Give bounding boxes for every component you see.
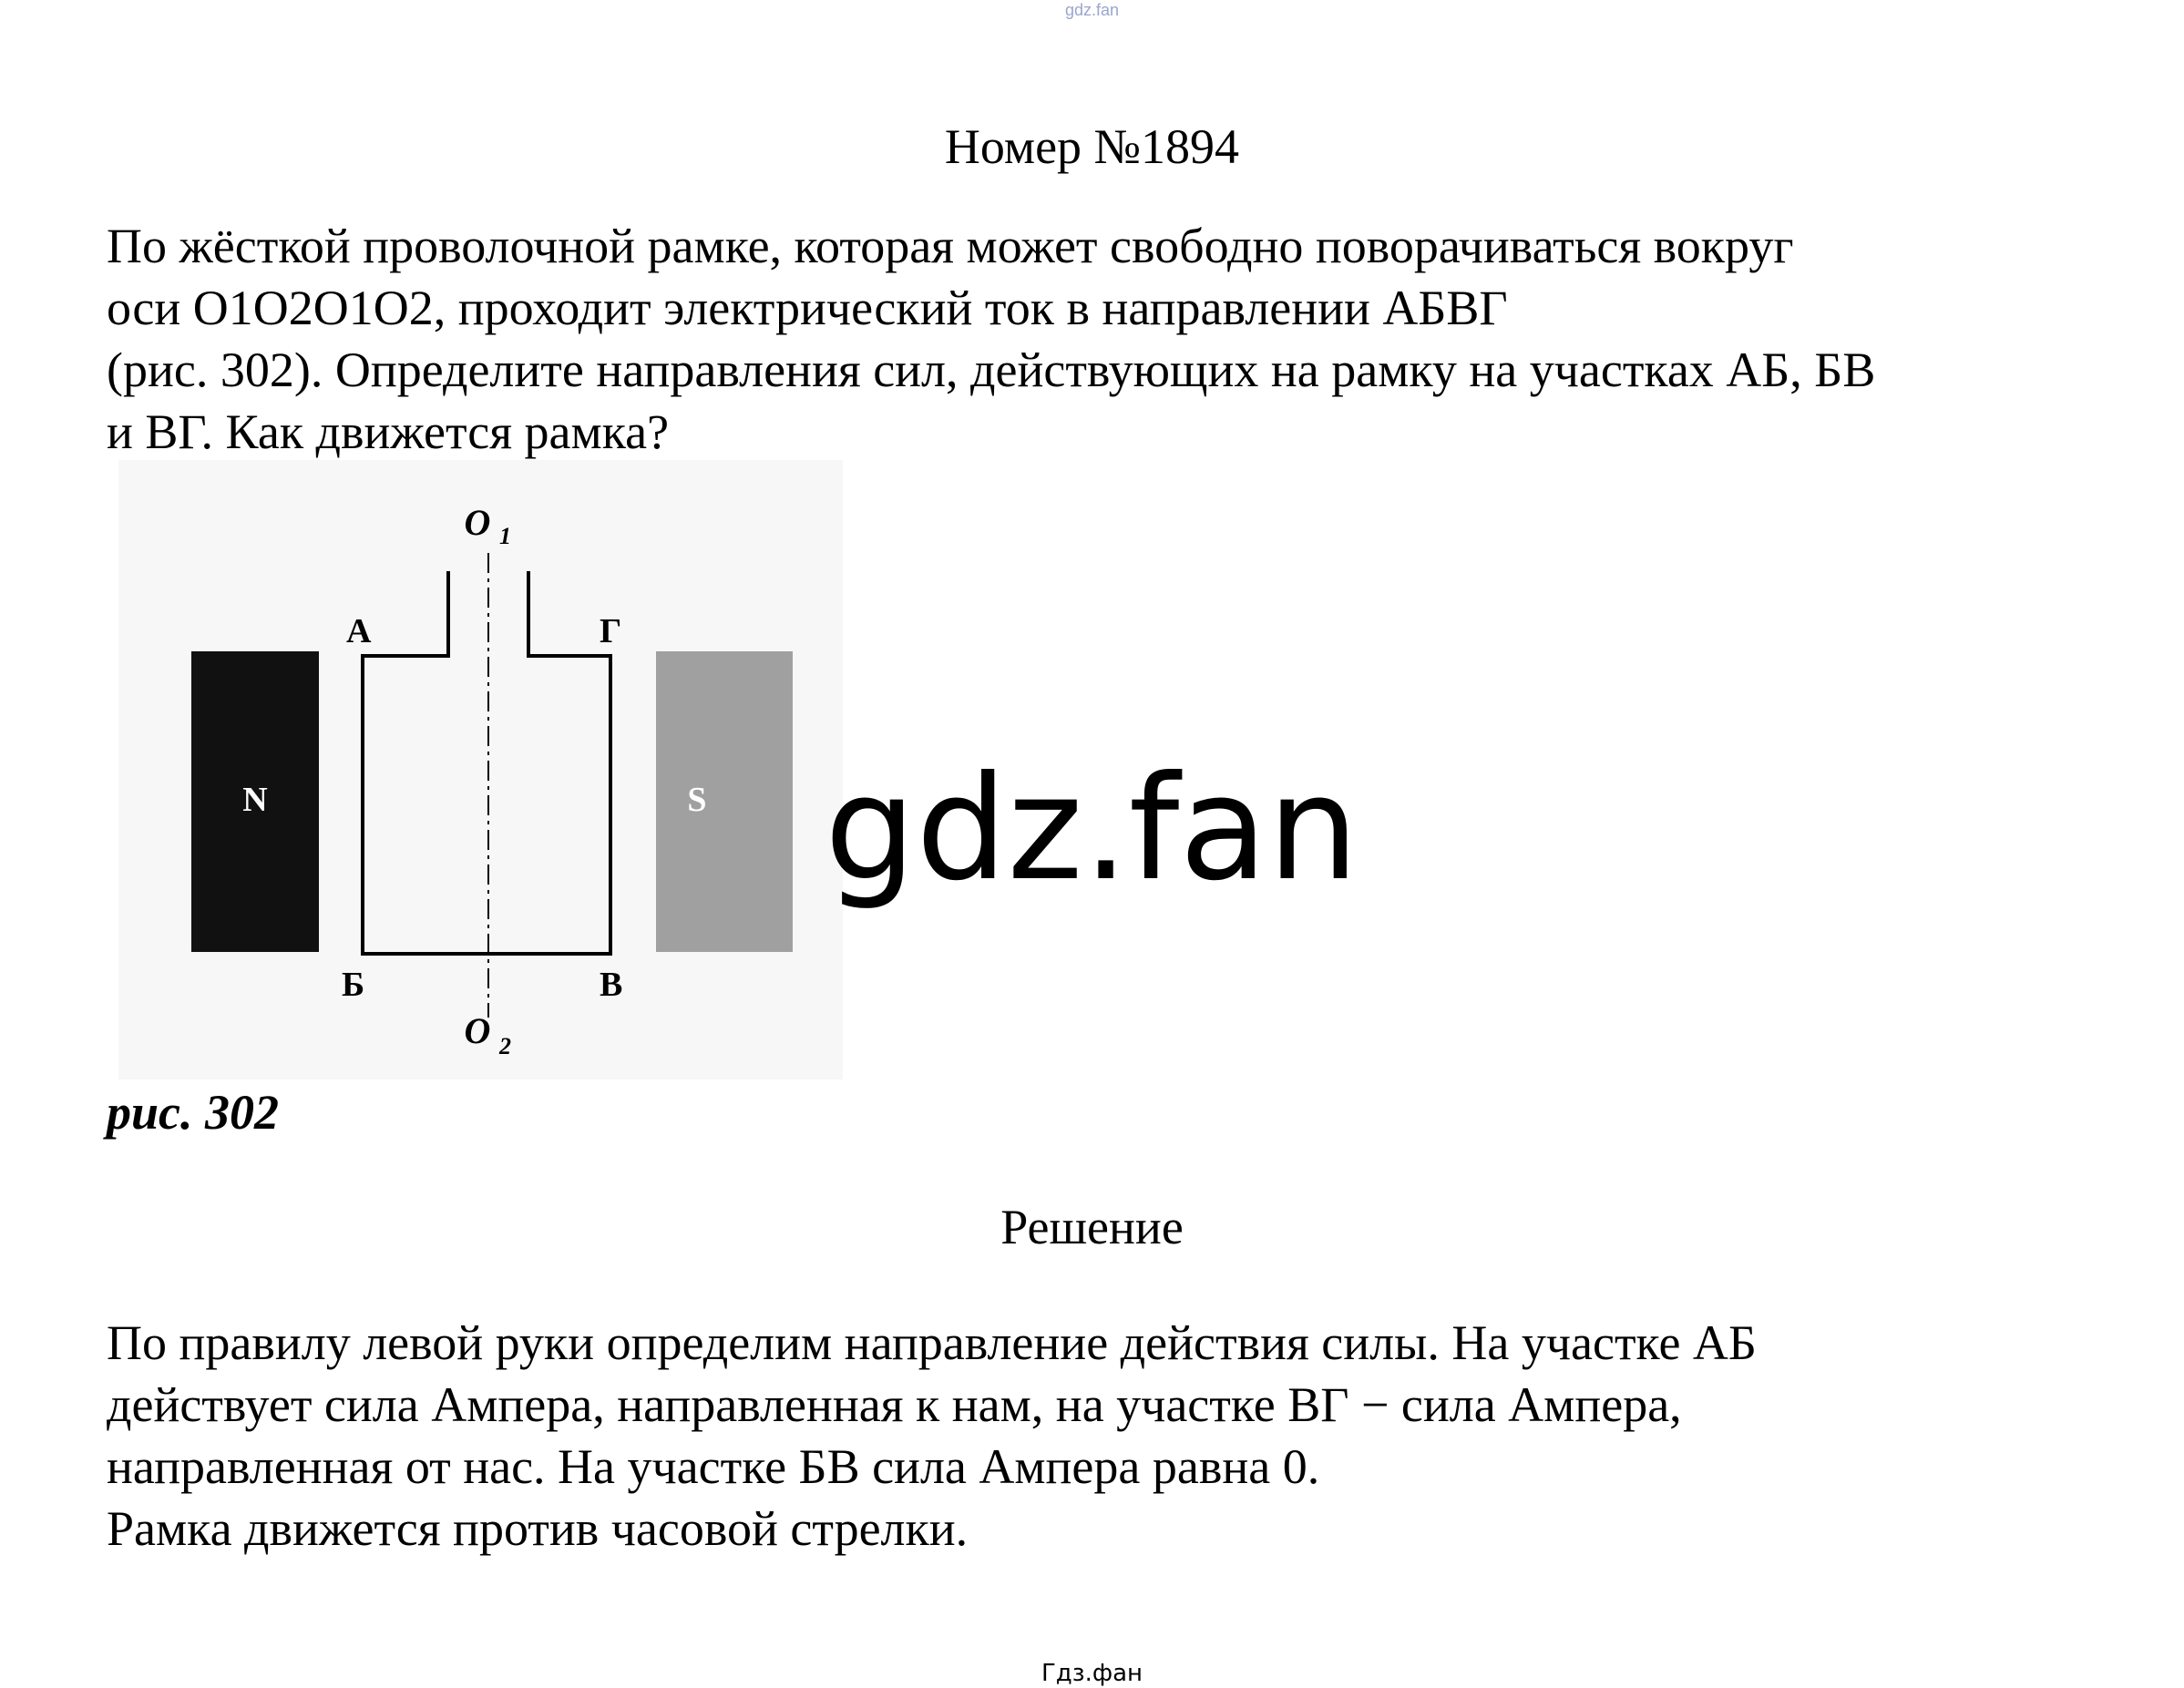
problem-line: По жёсткой проволочной рамке, которая может свободно поворачиваться вокруг xyxy=(107,219,1794,273)
magnet-s-label: S xyxy=(687,781,707,819)
axis-top-label: O xyxy=(464,502,491,543)
problem-line: (рис. 302). Определите направления сил, действующих на рамку на участках АБ, БВ xyxy=(107,343,1876,397)
solution-line: Рамка движется против часовой стрелки. xyxy=(107,1501,969,1556)
corner-g-label: Г xyxy=(600,612,622,650)
center-watermark: gdz.fan xyxy=(825,745,1359,913)
solution-line: направленная от нас. На участке БВ сила Ампера равна 0. xyxy=(107,1439,1320,1494)
frame-diagram xyxy=(118,460,843,1079)
axis-bottom-label: O xyxy=(464,1010,491,1051)
solution-heading: Решение xyxy=(1000,1200,1184,1254)
axis-top-sub: 1 xyxy=(499,523,511,549)
footer-watermark: Гдз.фан xyxy=(1041,1660,1143,1687)
magnet-n-label: N xyxy=(242,781,268,819)
problem-line: оси O1O2O1O2, проходит электрический ток в направлении АБВГ xyxy=(107,281,1508,335)
magnet-s xyxy=(656,651,793,952)
problem-text xyxy=(107,215,2111,463)
solution-line: По правилу левой руки определим направление действия силы. На участке АБ xyxy=(107,1315,1757,1370)
axis-bottom-sub: 2 xyxy=(499,1033,511,1059)
top-watermark: gdz.fan xyxy=(1064,1,1120,19)
problem-line: и ВГ. Как движется рамка? xyxy=(107,404,670,459)
solution-line: действует сила Ампера, направленная к нам, на участке ВГ − сила Ампера, xyxy=(107,1377,1682,1432)
corner-b-label: Б xyxy=(342,966,365,1004)
solution-text xyxy=(107,1312,2111,1560)
figure-caption: рис. 302 xyxy=(107,1085,279,1140)
page-title: Номер №1894 xyxy=(944,119,1240,174)
figure-302 xyxy=(118,460,843,1079)
corner-a-label: А xyxy=(346,612,372,650)
corner-v-label: В xyxy=(600,966,623,1004)
